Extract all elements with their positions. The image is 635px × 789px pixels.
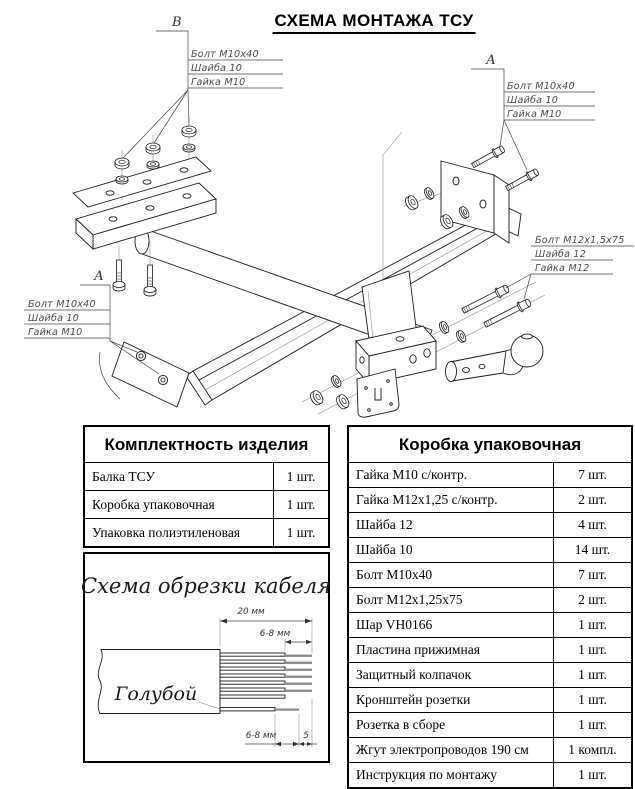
callout-label: Шайба 10 [191,63,243,74]
item-name-cell: Шайба 12 [348,513,553,538]
washer-icon [438,320,451,334]
callout-b [123,15,283,158]
item-name-cell: Пластина прижимная [348,638,553,663]
cable-scheme-box [80,552,332,763]
callout-label: Шайба 10 [507,95,559,106]
dimension-strip-top [260,629,312,651]
table-row [84,463,329,491]
svg-text:6-8 мм: 6-8 мм [245,731,277,741]
callout-label: Гайка М10 [507,109,562,120]
view-marker-a-left: А [94,269,104,284]
item-qty-cell: 7 шт. [553,463,632,488]
item-name-cell: Шар VH0166 [348,613,553,638]
item-name-cell: Розетка в сборе [348,713,553,738]
pack-table-title: Коробка упаковочная [348,426,632,463]
table-row [84,491,329,519]
item-name-cell: Защитный колпачок [348,663,553,688]
wire-bundle [220,653,312,698]
callout-label: Шайба 10 [28,313,80,324]
item-qty-cell: 1 шт. [553,663,632,688]
callout-label: Гайка М10 [191,77,246,88]
hitch-ball [511,335,543,367]
callout-label: Болт М10х40 [507,81,575,92]
item-name-cell: Болт М10х40 [348,563,553,588]
dimension-tail: 5 [303,731,309,741]
item-name-cell: Гайка М12х1,25 с/контр. [348,488,553,513]
item-qty-cell: 4 шт. [553,513,632,538]
item-qty-cell: 14 шт. [553,538,632,563]
item-name-cell: Инструкция по монтажу [348,763,553,789]
right-end-plate-assembly [403,144,540,243]
table-row [348,688,632,713]
table-row [348,488,632,513]
callout-label: Болт М12х1,5х75 [535,235,625,246]
bolt-icon [144,265,156,296]
page-title: СХЕМА МОНТАЖА ТСУ [273,11,476,34]
table-row [84,519,329,548]
dimension-strip-bottom [245,699,317,747]
table-row [348,538,632,563]
kit-table-title: Комплектность изделия [84,426,329,463]
item-qty-cell: 1 шт. [274,519,329,548]
item-qty-cell: 1 шт. [553,688,632,713]
table-row [348,588,632,613]
item-qty-cell: 1 шт. [553,763,632,789]
table-row [348,663,632,688]
bolt-icon [470,144,506,170]
svg-text:20 мм: 20 мм [237,607,265,617]
washer-icon [183,144,195,152]
item-name-cell: Болт М12х1,25х75 [348,588,553,613]
item-name-cell: Гайка М10 с/контр. [348,463,553,488]
callout-a-top [471,53,595,170]
bolt-icon [461,283,511,316]
item-qty-cell: 2 шт. [553,588,632,613]
washer-icon [423,186,436,200]
item-qty-cell: 1 шт. [553,638,632,663]
item-name-cell: Кронштейн розетки [348,688,553,713]
kit-table [83,425,330,548]
svg-text:6-8 мм: 6-8 мм [259,629,291,639]
table-row [348,763,632,789]
bolt-icon [113,260,125,291]
view-marker-a-top: А [486,53,496,68]
lower-left-bracket [99,342,189,407]
item-name-cell: Жгут электропроводов 190 см [348,738,553,763]
callout-label: Болт М10х40 [191,49,259,60]
item-name-cell: Упаковка полиэтиленовая [84,519,274,548]
nut-icon [146,143,160,154]
nut-icon [403,194,420,212]
item-qty-cell: 1 шт. [274,463,329,491]
table-row [348,513,632,538]
callout-label: Болт М10х40 [28,299,96,310]
washer-icon [116,176,128,184]
gusset-plate [362,132,418,354]
item-name-cell: Балка ТСУ [84,463,274,491]
item-qty-cell: 1 шт. [553,613,632,638]
cable-scheme-drawing [80,554,332,761]
view-marker-b: В [172,15,182,30]
table-row [348,638,632,663]
item-qty-cell: 1 шт. [553,713,632,738]
table-row [348,713,632,738]
cable-scheme-title: Схема обрезки кабеля [80,574,332,598]
table-row [348,463,632,488]
blue-wire [220,708,299,711]
callout-label: Шайба 12 [535,249,587,260]
nut-icon [182,126,196,137]
hitch-bracket [356,326,436,417]
item-name-cell: Шайба 10 [348,538,553,563]
callout-label: Гайка М10 [28,327,83,338]
bolt-icon [504,167,540,193]
item-qty-cell: 1 шт. [274,491,329,519]
washer-icon [147,161,159,169]
callout-m12 [506,235,634,299]
wire-color-label: Голубой [114,683,198,705]
item-qty-cell: 2 шт. [553,488,632,513]
nut-icon [334,393,351,411]
packing-box-table [347,425,633,789]
table-row [348,738,632,763]
item-qty-cell: 1 компл. [553,738,632,763]
item-qty-cell: 7 шт. [553,563,632,588]
nut-icon [115,158,129,169]
table-row [348,563,632,588]
callout-label: Гайка М12 [535,263,590,274]
item-name-cell: Коробка упаковочная [84,491,274,519]
bolt-icon [483,297,533,330]
table-row [348,613,632,638]
